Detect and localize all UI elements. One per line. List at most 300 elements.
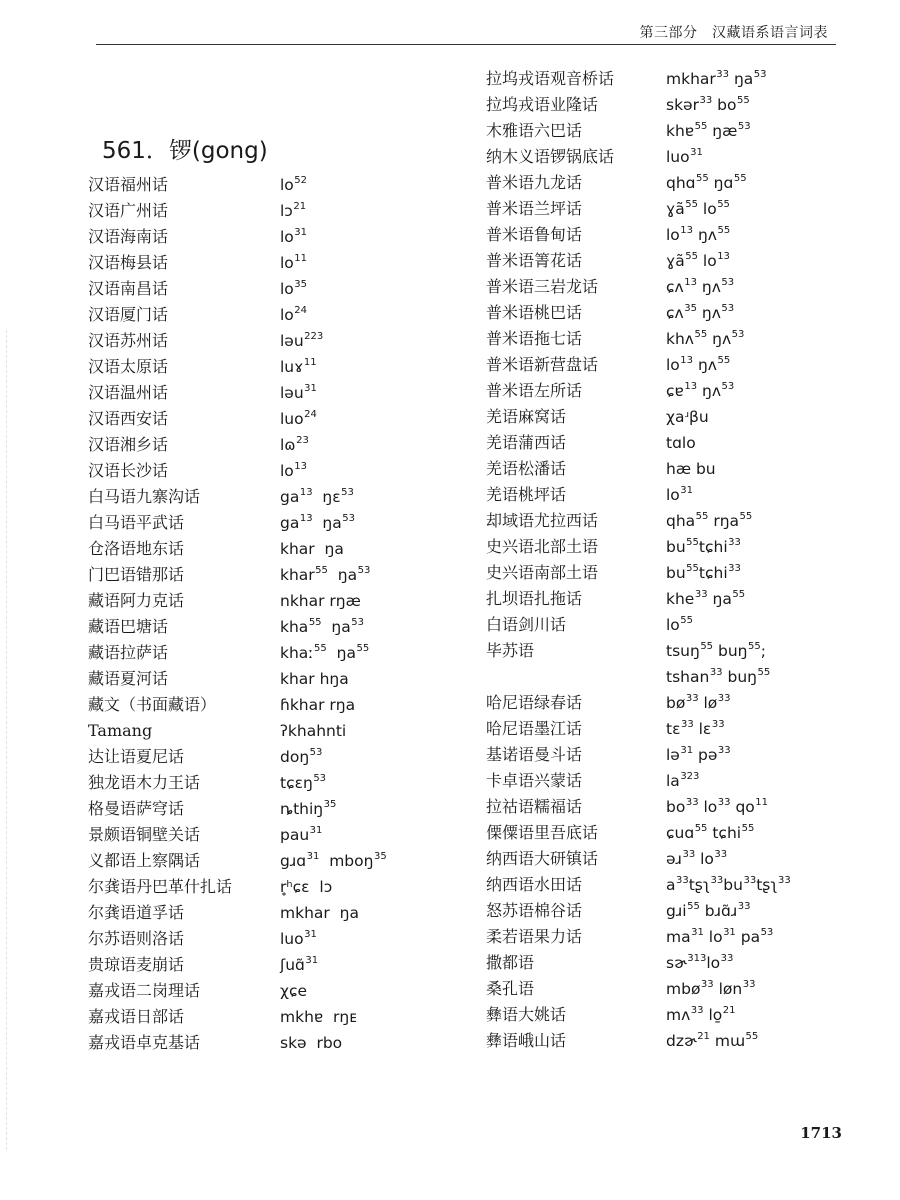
transcription <box>280 796 336 822</box>
syllable: lo̱ <box>703 1006 723 1024</box>
tone-mark: 13 <box>294 461 308 472</box>
word-entry <box>84 692 464 718</box>
tone-mark: 31 <box>691 927 704 938</box>
tone-mark: 323 <box>680 771 700 782</box>
tone-mark: 35 <box>373 851 387 862</box>
language-name: 白马语平武话 <box>88 513 185 532</box>
transcription <box>666 144 703 170</box>
language-name: 汉语太原话 <box>88 357 169 376</box>
transcription <box>666 170 747 196</box>
language-name: 羌语桃坪话 <box>486 485 567 504</box>
language-name: 藏语拉萨话 <box>88 643 169 662</box>
syllable: luo <box>666 148 690 166</box>
syllable: pə <box>693 746 718 764</box>
tone-mark: 13 <box>684 277 697 288</box>
syllable: ʔkhahnti <box>280 722 347 740</box>
transcription <box>666 352 730 378</box>
language-name: 史兴语南部土语 <box>486 563 599 582</box>
transcription <box>666 404 709 430</box>
syllable: lɷ <box>280 436 296 454</box>
tone-mark: 31 <box>305 955 319 966</box>
language-name: 义都语上察隅话 <box>88 851 201 870</box>
language-name: 拉坞戎语观音桥话 <box>486 69 615 88</box>
word-entry <box>84 614 464 640</box>
word-entry <box>486 716 846 742</box>
tone-mark: 55 <box>696 173 709 184</box>
transcription <box>666 846 727 872</box>
transcription <box>666 820 754 846</box>
syllable: lø <box>698 694 718 712</box>
word-entry <box>486 560 846 586</box>
syllable: χɕe <box>280 982 308 1000</box>
word-entry <box>486 820 846 846</box>
tone-mark: 55 <box>686 563 699 574</box>
syllable: ga <box>280 488 300 506</box>
tone-mark: 21 <box>722 1005 736 1016</box>
syllable: mkhar <box>666 70 716 88</box>
syllable: ɕuɑ <box>666 824 695 842</box>
transcription <box>280 406 317 432</box>
transcription <box>280 458 307 484</box>
tone-mark: 55 <box>741 823 755 834</box>
tone-mark: 55 <box>694 329 708 340</box>
transcription <box>666 898 751 924</box>
syllable: ŋʌ <box>696 304 721 322</box>
language-name: 格曼语萨穹话 <box>88 799 185 818</box>
language-name: 哈尼语墨江话 <box>486 719 583 738</box>
transcription <box>280 640 369 666</box>
language-name: 史兴语北部土语 <box>486 537 599 556</box>
syllable: ŋa <box>321 618 351 636</box>
syllable: tɕhi <box>707 824 742 842</box>
language-name: 普米语兰坪话 <box>486 199 583 218</box>
tone-mark: 55 <box>694 121 708 132</box>
transcription <box>666 66 767 92</box>
syllable: skər <box>666 96 699 114</box>
word-entry <box>486 170 846 196</box>
tone-mark: 53 <box>753 69 767 80</box>
word-entry <box>486 794 846 820</box>
tone-mark: 33 <box>728 537 741 548</box>
transcription <box>666 508 752 534</box>
syllable: bø <box>666 694 686 712</box>
syllable: χaʴβu <box>666 408 709 426</box>
syllable: kha <box>280 618 309 636</box>
transcription <box>280 510 355 536</box>
syllable: tɕhi <box>698 538 728 556</box>
transcription <box>666 872 791 898</box>
language-name: 汉语福州话 <box>88 175 169 194</box>
language-name: 汉语长沙话 <box>88 461 169 480</box>
language-name: 普米语九龙话 <box>486 173 583 192</box>
transcription <box>280 302 307 328</box>
word-entry <box>486 1028 846 1054</box>
header-rule <box>96 44 836 45</box>
syllable: qo <box>730 798 755 816</box>
transcription <box>280 562 370 588</box>
word-entry <box>486 456 846 482</box>
word-entry <box>486 196 846 222</box>
transcription <box>280 952 318 978</box>
syllable: mbø <box>666 980 701 998</box>
language-name: 白马语九寨沟话 <box>88 487 201 506</box>
language-name: 撒都语 <box>486 953 535 972</box>
transcription <box>666 534 741 560</box>
word-entry <box>84 900 464 926</box>
transcription <box>280 874 332 900</box>
entry-title: 561．锣(gong) <box>102 138 268 164</box>
word-entry <box>486 300 846 326</box>
language-name: 尔苏语则洛话 <box>88 929 185 948</box>
syllable: ŋa <box>729 70 754 88</box>
tone-mark: 24 <box>304 409 317 420</box>
syllable: khar ŋa <box>280 540 344 558</box>
language-name: 景颇语铜壁关话 <box>88 825 201 844</box>
syllable: tɕɛŋ <box>280 774 313 792</box>
transcription <box>280 666 349 692</box>
language-name: 汉语海南话 <box>88 227 169 246</box>
language-name: 汉语南昌话 <box>88 279 169 298</box>
syllable: ɕʌ <box>666 304 684 322</box>
tone-mark: 13 <box>717 251 730 262</box>
word-entry <box>84 640 464 666</box>
syllable: ɦkhar rŋa <box>280 696 356 714</box>
language-name: 嘉戎语日部话 <box>88 1007 185 1026</box>
tone-mark: 53 <box>309 747 323 758</box>
tone-mark: 55 <box>695 511 709 522</box>
tone-mark: 55 <box>717 355 731 366</box>
syllable: ŋa <box>707 590 732 608</box>
word-entry <box>84 770 464 796</box>
tone-mark: 31 <box>680 485 694 496</box>
tone-mark: 31 <box>680 745 694 756</box>
word-entry <box>486 404 846 430</box>
transcription <box>280 718 346 744</box>
word-entry <box>84 562 464 588</box>
syllable: pa <box>735 928 761 946</box>
word-entry <box>486 664 846 690</box>
tone-mark: 33 <box>700 979 714 990</box>
tone-mark: 31 <box>304 383 317 394</box>
tone-mark: 55 <box>736 95 750 106</box>
word-entry <box>84 380 464 406</box>
language-name: 拉祜语糯福话 <box>486 797 583 816</box>
transcription <box>280 744 322 770</box>
transcription <box>280 536 344 562</box>
syllable: khe <box>666 590 695 608</box>
word-entry <box>84 666 464 692</box>
syllable: gɹɑ <box>280 852 307 870</box>
tone-mark: 53 <box>731 329 745 340</box>
language-name: 嘉戎语二岗理话 <box>88 981 201 1000</box>
word-entry <box>84 406 464 432</box>
word-entry <box>84 848 464 874</box>
tone-mark: 313 <box>687 953 707 964</box>
word-entry <box>486 92 846 118</box>
syllable: lɛ <box>693 720 712 738</box>
syllable: ; <box>760 642 766 660</box>
syllable: lo <box>280 280 294 298</box>
tone-mark: 55 <box>680 615 694 626</box>
word-entry <box>486 976 846 1002</box>
transcription <box>666 456 716 482</box>
tone-mark: 55 <box>356 643 370 654</box>
tone-mark: 23 <box>296 435 309 446</box>
word-entry <box>486 66 846 92</box>
tone-mark: 33 <box>778 875 791 886</box>
language-name: 汉语西安话 <box>88 409 169 428</box>
word-entry <box>84 588 464 614</box>
tone-mark: 21 <box>697 1031 710 1042</box>
transcription <box>666 638 766 664</box>
language-name: 毕苏语 <box>486 641 535 660</box>
language-name: 羌语松潘话 <box>486 459 567 478</box>
transcription <box>666 274 734 300</box>
tone-mark: 55 <box>717 225 731 236</box>
language-name: 傈僳语里吾底话 <box>486 823 599 842</box>
syllable: ma <box>666 928 691 946</box>
syllable: tʂʅ <box>756 876 778 894</box>
language-name: 纳西语水田话 <box>486 875 583 894</box>
language-name: 哈尼语绿春话 <box>486 693 583 712</box>
tone-mark: 11 <box>294 253 308 264</box>
syllable: a <box>666 876 676 894</box>
tone-mark: 53 <box>313 773 327 784</box>
tone-mark: 13 <box>684 381 698 392</box>
word-entry <box>486 690 846 716</box>
syllable: mɯ <box>709 1032 746 1050</box>
word-entry <box>84 250 464 276</box>
syllable: sɚ <box>666 954 687 972</box>
transcription <box>666 248 730 274</box>
tone-mark: 33 <box>690 1005 704 1016</box>
transcription <box>666 482 693 508</box>
word-entry <box>84 224 464 250</box>
transcription <box>666 768 699 794</box>
syllable: ləu <box>280 332 304 350</box>
syllable: r̥ʰɕɛ lɔ <box>280 878 333 896</box>
transcription <box>666 430 696 456</box>
transcription <box>280 900 359 926</box>
syllable: buŋ <box>713 642 748 660</box>
tone-mark: 33 <box>680 719 694 730</box>
syllable: ləu <box>280 384 304 402</box>
word-entry <box>84 276 464 302</box>
syllable: khar <box>280 566 315 584</box>
word-entry <box>84 744 464 770</box>
language-name: 纳木义语锣锅底话 <box>486 147 615 166</box>
word-entry <box>486 586 846 612</box>
language-name: 独龙语木力王话 <box>88 773 201 792</box>
word-entry <box>84 172 464 198</box>
tone-mark: 33 <box>717 693 731 704</box>
word-entry <box>84 458 464 484</box>
tone-mark: 33 <box>685 693 699 704</box>
tone-mark: 35 <box>684 303 697 314</box>
word-entry <box>84 328 464 354</box>
transcription <box>280 588 361 614</box>
language-name: 嘉戎语卓克基话 <box>88 1033 201 1052</box>
syllable: ŋa <box>326 644 356 662</box>
transcription <box>666 300 734 326</box>
tone-mark: 33 <box>717 745 731 756</box>
language-name: 汉语厦门话 <box>88 305 169 324</box>
syllable: ŋæ <box>707 122 738 140</box>
transcription <box>280 172 307 198</box>
syllable: bo <box>712 96 737 114</box>
language-name: 普米语箐花话 <box>486 251 583 270</box>
transcription <box>666 92 750 118</box>
tone-mark: 31 <box>690 147 703 158</box>
syllable: lo <box>666 486 680 504</box>
transcription <box>666 690 731 716</box>
transcription <box>280 432 309 458</box>
transcription <box>280 978 307 1004</box>
language-name: 普米语拖七话 <box>486 329 583 348</box>
language-name: 藏语阿力克话 <box>88 591 185 610</box>
word-entry <box>84 926 464 952</box>
transcription <box>666 950 733 976</box>
transcription <box>280 250 307 276</box>
syllable: ɕʌ <box>666 278 684 296</box>
syllable: lo <box>666 226 680 244</box>
word-entry <box>486 950 846 976</box>
tone-mark: 53 <box>342 513 355 524</box>
syllable: hæ bu <box>666 460 716 478</box>
transcription <box>280 276 307 302</box>
left-column <box>84 172 464 1056</box>
tone-mark: 33 <box>717 797 731 808</box>
tone-mark: 33 <box>743 875 757 886</box>
tone-mark: 33 <box>711 719 725 730</box>
language-name: 扎坝语扎拖话 <box>486 589 583 608</box>
transcription <box>280 822 322 848</box>
syllable: lo <box>697 200 717 218</box>
tone-mark: 53 <box>721 381 735 392</box>
tone-mark: 55 <box>686 537 699 548</box>
word-entry <box>486 846 846 872</box>
syllable: ŋa <box>312 514 342 532</box>
syllable: tʂʅ <box>688 876 711 894</box>
transcription <box>666 378 734 404</box>
transcription <box>666 1028 758 1054</box>
word-entry <box>486 872 846 898</box>
syllable: ŋʌ <box>693 356 717 374</box>
syllable: əɹ <box>666 850 682 868</box>
tone-mark: 55 <box>739 511 753 522</box>
tone-mark: 52 <box>294 175 308 186</box>
language-name: 仓洛语地东话 <box>88 539 185 558</box>
tone-mark: 13 <box>680 355 694 366</box>
page-edge-marks <box>6 330 7 1150</box>
tone-mark: 33 <box>728 563 741 574</box>
language-name: 汉语梅县话 <box>88 253 169 272</box>
tone-mark: 53 <box>351 617 364 628</box>
tone-mark: 55 <box>687 901 700 912</box>
language-name: 普米语左所话 <box>486 381 583 400</box>
word-entry <box>486 378 846 404</box>
language-name: 汉语广州话 <box>88 201 169 220</box>
transcription <box>666 976 755 1002</box>
syllable: tɕhi <box>698 564 728 582</box>
word-entry <box>84 874 464 900</box>
word-entry <box>486 118 846 144</box>
word-entry <box>84 796 464 822</box>
syllable: ɕɐ <box>666 382 684 400</box>
transcription <box>666 586 745 612</box>
transcription <box>280 354 317 380</box>
syllable: luo <box>280 410 304 428</box>
syllable: bɹɑ̃ɹ <box>699 902 738 920</box>
syllable: lo <box>280 462 294 480</box>
language-name: 普米语新营盘话 <box>486 355 599 374</box>
transcription <box>666 560 741 586</box>
tone-mark: 31 <box>304 929 317 940</box>
tone-mark: 55 <box>747 641 761 652</box>
transcription <box>666 326 744 352</box>
tone-mark: 55 <box>685 199 698 210</box>
syllable: mboŋ <box>319 852 374 870</box>
transcription <box>280 328 323 354</box>
syllable: lo <box>697 252 717 270</box>
tone-mark: 53 <box>760 927 774 938</box>
tone-mark: 31 <box>294 227 308 238</box>
tone-mark: 11 <box>303 357 317 368</box>
language-name: 白语剑川话 <box>486 615 567 634</box>
language-name: 怒苏语棉谷话 <box>486 901 583 920</box>
transcription <box>666 924 773 950</box>
transcription <box>280 1030 342 1056</box>
tone-mark: 53 <box>357 565 371 576</box>
syllable: ɣã <box>666 200 685 218</box>
language-name: 彝语大姚话 <box>486 1005 567 1024</box>
word-entry <box>486 352 846 378</box>
transcription <box>280 692 355 718</box>
syllable: buŋ <box>722 668 757 686</box>
language-name: 木雅语六巴话 <box>486 121 583 140</box>
language-name: 普米语鲁甸话 <box>486 225 583 244</box>
word-entry <box>486 612 846 638</box>
syllable: ȵthiŋ <box>280 800 324 818</box>
transcription <box>666 664 770 690</box>
running-header: 第三部分 汉藏语系语言词表 <box>639 25 828 41</box>
syllable: lo <box>666 356 680 374</box>
word-entry <box>486 274 846 300</box>
word-entry <box>486 1002 846 1028</box>
language-name: 卡卓语兴蒙话 <box>486 771 583 790</box>
word-entry <box>84 718 464 744</box>
page-number: 1713 <box>800 1124 842 1142</box>
word-entry <box>486 742 846 768</box>
tone-mark: 33 <box>699 95 713 106</box>
tone-mark: 33 <box>694 589 708 600</box>
word-entry <box>84 1030 464 1056</box>
right-column <box>486 66 846 1054</box>
tone-mark: 55 <box>733 173 747 184</box>
tone-mark: 33 <box>676 875 689 886</box>
tone-mark: 223 <box>304 331 324 342</box>
tone-mark: 33 <box>720 953 734 964</box>
word-entry <box>84 354 464 380</box>
syllable: lo <box>280 228 294 246</box>
language-name: 藏语巴塘话 <box>88 617 169 636</box>
language-name: Tamang <box>88 721 153 740</box>
syllable: lo <box>706 954 721 972</box>
language-name: 羌语蒲西话 <box>486 433 567 452</box>
tone-mark: 13 <box>680 225 694 236</box>
tone-mark: 11 <box>755 797 768 808</box>
syllable: lo <box>666 616 680 634</box>
